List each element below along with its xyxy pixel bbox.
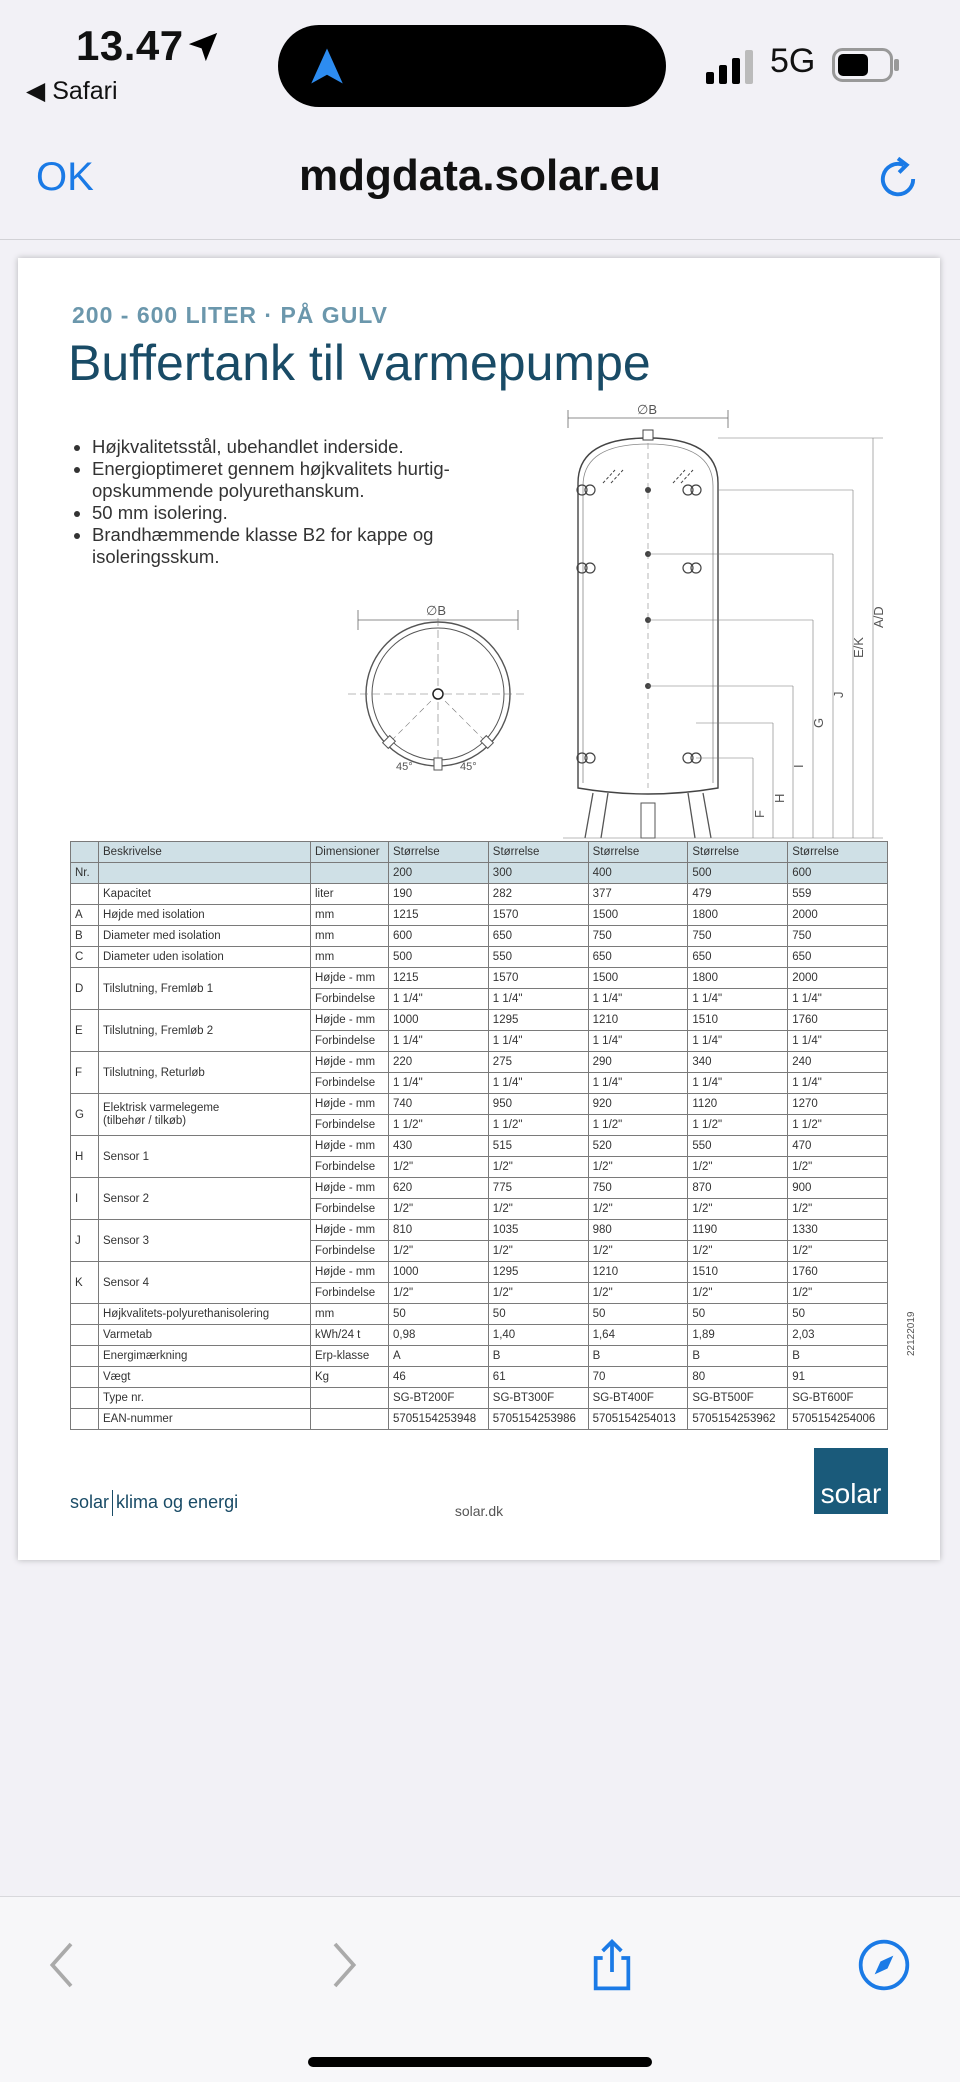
clock: 13.47: [76, 22, 184, 69]
table-cell: 5705154253948: [389, 1409, 489, 1430]
table-cell: Forbindelse: [311, 1115, 389, 1136]
table-cell: 1/2": [488, 1199, 588, 1220]
table-cell: 1 1/4": [488, 1031, 588, 1052]
back-chevron-icon[interactable]: [36, 1937, 92, 1993]
table-cell: 1 1/4": [688, 989, 788, 1010]
table-cell: 1 1/4": [588, 989, 688, 1010]
table-cell: Forbindelse: [311, 1199, 389, 1220]
column-header: Størrelse: [488, 842, 588, 863]
column-header: Beskrivelse: [99, 842, 311, 863]
table-cell: 810: [389, 1220, 489, 1241]
table-cell: 200: [389, 863, 489, 884]
table-row: [71, 1010, 888, 1031]
svg-text:∅B: ∅B: [426, 603, 446, 618]
table-cell: A: [389, 1346, 489, 1367]
table-cell: Energimærkning: [99, 1346, 311, 1367]
table-cell: 220: [389, 1052, 489, 1073]
table-cell: Sensor 3: [99, 1220, 311, 1262]
table-cell: [99, 863, 311, 884]
table-cell: Forbindelse: [311, 1073, 389, 1094]
table-cell: 1760: [788, 1262, 888, 1283]
table-cell: 1 1/4": [488, 1073, 588, 1094]
table-cell: 290: [588, 1052, 688, 1073]
svg-text:J: J: [831, 691, 846, 698]
table-cell: 70: [588, 1367, 688, 1388]
column-header: Størrelse: [688, 842, 788, 863]
table-cell: Forbindelse: [311, 1157, 389, 1178]
table-cell: 1000: [389, 1262, 489, 1283]
svg-text:H: H: [772, 793, 787, 803]
table-cell: 500: [389, 947, 489, 968]
table-cell: D: [71, 968, 99, 1010]
table-cell: Type nr.: [99, 1388, 311, 1409]
table-cell: 50: [688, 1304, 788, 1325]
table-cell: Nr.: [71, 863, 99, 884]
table-cell: 1215: [389, 968, 489, 989]
table-cell: 1190: [688, 1220, 788, 1241]
table-cell: 340: [688, 1052, 788, 1073]
table-cell: Tilslutning, Fremløb 1: [99, 968, 311, 1010]
table-cell: [71, 1367, 99, 1388]
table-cell: mm: [311, 1304, 389, 1325]
table-cell: 1510: [688, 1262, 788, 1283]
table-cell: 300: [488, 863, 588, 884]
table-cell: 1215: [389, 905, 489, 926]
table-cell: Sensor 1: [99, 1136, 311, 1178]
table-cell: C: [71, 947, 99, 968]
tank-top-view-diagram: [348, 598, 528, 773]
network-type: 5G: [770, 42, 816, 80]
table-cell: Vægt: [99, 1367, 311, 1388]
table-cell: 1760: [788, 1010, 888, 1031]
table-cell: 2000: [788, 905, 888, 926]
table-cell: E: [71, 1010, 99, 1052]
dynamic-island: [278, 25, 666, 107]
table-cell: 650: [488, 926, 588, 947]
table-cell: mm: [311, 947, 389, 968]
table-cell: 50: [588, 1304, 688, 1325]
table-cell: 1 1/2": [588, 1115, 688, 1136]
svg-text:45°: 45°: [460, 761, 477, 773]
table-cell: 1570: [488, 905, 588, 926]
table-cell: 1 1/2": [788, 1115, 888, 1136]
table-cell: 470: [788, 1136, 888, 1157]
table-row: [71, 884, 888, 905]
table-cell: 620: [389, 1178, 489, 1199]
table-cell: Højde - mm: [311, 1010, 389, 1031]
solar-logo: solar: [814, 1448, 888, 1514]
table-cell: 1210: [588, 1262, 688, 1283]
compass-icon[interactable]: [856, 1937, 912, 1993]
svg-text:G: G: [811, 717, 826, 728]
table-cell: 46: [389, 1367, 489, 1388]
table-cell: 900: [788, 1178, 888, 1199]
table-cell: 750: [588, 1178, 688, 1199]
table-cell: 1/2": [788, 1199, 888, 1220]
table-cell: Højde - mm: [311, 1094, 389, 1115]
table-cell: B: [488, 1346, 588, 1367]
table-cell: 600: [788, 863, 888, 884]
table-cell: K: [71, 1262, 99, 1304]
table-cell: Varmetab: [99, 1325, 311, 1346]
table-cell: 550: [688, 1136, 788, 1157]
table-cell: 1/2": [389, 1241, 489, 1262]
table-cell: A: [71, 905, 99, 926]
table-cell: 1/2": [688, 1199, 788, 1220]
back-to-app[interactable]: ◀ Safari: [26, 77, 118, 105]
table-cell: B: [688, 1346, 788, 1367]
table-cell: EAN-nummer: [99, 1409, 311, 1430]
table-cell: [311, 1388, 389, 1409]
feature-list: [64, 436, 492, 568]
table-cell: 1/2": [389, 1283, 489, 1304]
table-cell: Højde - mm: [311, 1052, 389, 1073]
svg-text:A/D: A/D: [871, 606, 886, 628]
table-cell: SG-BT300F: [488, 1388, 588, 1409]
table-cell: H: [71, 1136, 99, 1178]
pdf-page: [18, 258, 940, 1560]
table-cell: 1 1/4": [389, 1073, 489, 1094]
table-cell: Højde - mm: [311, 1262, 389, 1283]
footer-website: solar.dk: [454, 1503, 504, 1519]
table-cell: 1,40: [488, 1325, 588, 1346]
table-row: [71, 1367, 888, 1388]
browser-toolbar: [0, 1896, 960, 2082]
table-cell: Højde - mm: [311, 968, 389, 989]
table-cell: 1/2": [488, 1157, 588, 1178]
table-cell: 91: [788, 1367, 888, 1388]
table-cell: mm: [311, 926, 389, 947]
navigation-arrow-icon: [306, 45, 348, 87]
table-cell: 5705154253986: [488, 1409, 588, 1430]
reload-icon[interactable]: [872, 153, 924, 205]
table-cell: 1 1/4": [389, 989, 489, 1010]
table-cell: 1035: [488, 1220, 588, 1241]
document-number: 22122019: [906, 1311, 917, 1356]
table-cell: 377: [588, 884, 688, 905]
table-cell: 775: [488, 1178, 588, 1199]
table-cell: 50: [389, 1304, 489, 1325]
table-cell: 430: [389, 1136, 489, 1157]
table-cell: 1800: [688, 968, 788, 989]
table-row: [71, 1262, 888, 1283]
table-cell: 2,03: [788, 1325, 888, 1346]
feature-item: • Højkvalitetsstål, ubehandlet inderside.: [92, 436, 492, 458]
table-cell: [71, 884, 99, 905]
feature-item: • Brandhæmmende klasse B2 for kappe og isoleringsskum.: [92, 524, 492, 568]
table-cell: liter: [311, 884, 389, 905]
table-cell: Elektrisk varmelegeme (tilbehør / tilkøb): [99, 1094, 311, 1136]
table-cell: 1 1/2": [389, 1115, 489, 1136]
table-cell: J: [71, 1220, 99, 1262]
table-cell: Højde - mm: [311, 1178, 389, 1199]
table-cell: Forbindelse: [311, 1283, 389, 1304]
table-cell: B: [71, 926, 99, 947]
table-cell: 1500: [588, 905, 688, 926]
table-cell: 750: [588, 926, 688, 947]
table-cell: 1/2": [688, 1241, 788, 1262]
table-cell: 650: [588, 947, 688, 968]
table-cell: 1/2": [588, 1157, 688, 1178]
table-cell: Sensor 2: [99, 1178, 311, 1220]
column-header: Dimensioner: [311, 842, 389, 863]
column-header: Størrelse: [588, 842, 688, 863]
table-cell: B: [788, 1346, 888, 1367]
table-row: [71, 1388, 888, 1409]
table-cell: I: [71, 1178, 99, 1220]
table-cell: 50: [788, 1304, 888, 1325]
page-url: mdgdata.solar.eu: [299, 151, 661, 200]
table-cell: 650: [688, 947, 788, 968]
table-cell: 240: [788, 1052, 888, 1073]
table-header: [71, 842, 888, 863]
tank-side-view-diagram: [563, 398, 886, 838]
table-cell: Forbindelse: [311, 1031, 389, 1052]
table-cell: 1500: [588, 968, 688, 989]
table-cell: [71, 1325, 99, 1346]
table-cell: 1/2": [788, 1157, 888, 1178]
table-cell: 1,64: [588, 1325, 688, 1346]
table-cell: 80: [688, 1367, 788, 1388]
feature-item: • Energioptimeret gennem højkvalitets hurtig-opskummende polyurethanskum.: [92, 458, 492, 502]
battery-icon: [832, 48, 900, 82]
table-cell: 1 1/4": [588, 1031, 688, 1052]
table-cell: 1 1/4": [788, 1031, 888, 1052]
table-row: [71, 926, 888, 947]
table-cell: 1/2": [588, 1241, 688, 1262]
table-cell: 2000: [788, 968, 888, 989]
table-cell: 520: [588, 1136, 688, 1157]
table-cell: SG-BT500F: [688, 1388, 788, 1409]
table-cell: 980: [588, 1220, 688, 1241]
column-header: Størrelse: [788, 842, 888, 863]
table-cell: 500: [688, 863, 788, 884]
table-cell: 1 1/4": [588, 1073, 688, 1094]
table-cell: 1330: [788, 1220, 888, 1241]
footer-brand: solar klima og energi: [70, 1490, 238, 1516]
table-row: [71, 1178, 888, 1199]
column-header: [71, 842, 99, 863]
table-cell: 1800: [688, 905, 788, 926]
table-cell: 650: [788, 947, 888, 968]
table-cell: 5705154253962: [688, 1409, 788, 1430]
table-cell: [71, 1409, 99, 1430]
table-cell: 1295: [488, 1262, 588, 1283]
doc-title: Buffertank til varmepumpe: [68, 335, 651, 391]
table-row: [71, 905, 888, 926]
table-cell: 1/2": [788, 1283, 888, 1304]
status-bar: [0, 0, 960, 135]
table-cell: 1 1/2": [488, 1115, 588, 1136]
table-cell: 1 1/4": [688, 1031, 788, 1052]
table-cell: Forbindelse: [311, 989, 389, 1010]
table-cell: 1/2": [389, 1157, 489, 1178]
table-cell: 479: [688, 884, 788, 905]
table-cell: Diameter uden isolation: [99, 947, 311, 968]
table-cell: 1,89: [688, 1325, 788, 1346]
table-cell: Højkvalitets-polyurethanisolering: [99, 1304, 311, 1325]
table-cell: 5705154254006: [788, 1409, 888, 1430]
table-body: [71, 863, 888, 1430]
table-cell: Kg: [311, 1367, 389, 1388]
table-cell: Kapacitet: [99, 884, 311, 905]
table-cell: B: [588, 1346, 688, 1367]
table-cell: 559: [788, 884, 888, 905]
table-cell: 920: [588, 1094, 688, 1115]
table-cell: 1270: [788, 1094, 888, 1115]
table-row: [71, 1094, 888, 1115]
table-cell: [71, 1388, 99, 1409]
table-cell: Tilslutning, Fremløb 2: [99, 1010, 311, 1052]
location-arrow-icon: [186, 30, 220, 64]
table-cell: Højde - mm: [311, 1136, 389, 1157]
home-indicator: [308, 2057, 652, 2067]
table-cell: 282: [488, 884, 588, 905]
svg-text:E/K: E/K: [851, 637, 866, 658]
table-cell: 1/2": [488, 1241, 588, 1262]
table-cell: 50: [488, 1304, 588, 1325]
table-cell: 515: [488, 1136, 588, 1157]
table-cell: 750: [788, 926, 888, 947]
table-cell: [311, 1409, 389, 1430]
table-cell: 1/2": [389, 1199, 489, 1220]
feature-item: • 50 mm isolering.: [92, 502, 492, 524]
cellular-signal-icon: [706, 50, 756, 84]
doc-subtitle: 200 - 600 LITER · PÅ GULV: [72, 302, 388, 328]
table-cell: 1/2": [688, 1283, 788, 1304]
table-row: [71, 1325, 888, 1346]
table-cell: Højde - mm: [311, 1220, 389, 1241]
table-cell: 1/2": [788, 1241, 888, 1262]
table-cell: Højde med isolation: [99, 905, 311, 926]
table-cell: 600: [389, 926, 489, 947]
document-viewer[interactable]: [0, 240, 960, 1896]
table-row: [71, 1346, 888, 1367]
browser-nav-bar: [0, 135, 960, 240]
table-cell: 61: [488, 1367, 588, 1388]
done-button[interactable]: OK: [36, 155, 94, 199]
table-cell: 0,98: [389, 1325, 489, 1346]
table-cell: kWh/24 t: [311, 1325, 389, 1346]
table-cell: 1 1/4": [488, 989, 588, 1010]
table-cell: 5705154254013: [588, 1409, 688, 1430]
svg-text:I: I: [791, 764, 806, 768]
table-cell: 1510: [688, 1010, 788, 1031]
table-cell: 1000: [389, 1010, 489, 1031]
table-cell: 550: [488, 947, 588, 968]
table-cell: 750: [688, 926, 788, 947]
table-cell: F: [71, 1052, 99, 1094]
table-cell: 1 1/2": [688, 1115, 788, 1136]
table-cell: Forbindelse: [311, 1241, 389, 1262]
back-triangle-icon: ◀: [26, 77, 46, 105]
table-cell: 1 1/4": [389, 1031, 489, 1052]
table-row: [71, 1220, 888, 1241]
table-cell: 1/2": [488, 1283, 588, 1304]
table-row: [71, 968, 888, 989]
table-cell: Diameter med isolation: [99, 926, 311, 947]
table-cell: Erp-klasse: [311, 1346, 389, 1367]
table-row-sizes: [71, 863, 888, 884]
table-cell: 1 1/4": [788, 1073, 888, 1094]
table-cell: 950: [488, 1094, 588, 1115]
table-cell: 400: [588, 863, 688, 884]
table-cell: Sensor 4: [99, 1262, 311, 1304]
table-row: [71, 1136, 888, 1157]
table-row: [71, 1052, 888, 1073]
table-cell: SG-BT200F: [389, 1388, 489, 1409]
specifications-table: [70, 841, 888, 1430]
table-cell: 1120: [688, 1094, 788, 1115]
table-cell: 1 1/4": [688, 1073, 788, 1094]
table-cell: SG-BT600F: [788, 1388, 888, 1409]
table-cell: [71, 1346, 99, 1367]
table-cell: SG-BT400F: [588, 1388, 688, 1409]
table-cell: 870: [688, 1178, 788, 1199]
table-cell: 1570: [488, 968, 588, 989]
share-icon[interactable]: [584, 1937, 640, 1993]
table-cell: Tilslutning, Returløb: [99, 1052, 311, 1094]
table-cell: 1/2": [688, 1157, 788, 1178]
table-cell: G: [71, 1094, 99, 1136]
table-row: [71, 1304, 888, 1325]
forward-chevron-icon[interactable]: [314, 1937, 370, 1993]
svg-text:∅B: ∅B: [637, 402, 657, 417]
table-cell: 275: [488, 1052, 588, 1073]
svg-text:F: F: [752, 810, 767, 818]
table-cell: 740: [389, 1094, 489, 1115]
table-cell: 1295: [488, 1010, 588, 1031]
table-cell: 1/2": [588, 1283, 688, 1304]
table-cell: [311, 863, 389, 884]
table-cell: 1210: [588, 1010, 688, 1031]
table-cell: 190: [389, 884, 489, 905]
table-cell: 1/2": [588, 1199, 688, 1220]
table-cell: mm: [311, 905, 389, 926]
table-cell: [71, 1304, 99, 1325]
table-row: [71, 947, 888, 968]
column-header: Størrelse: [389, 842, 489, 863]
table-row: [71, 1409, 888, 1430]
svg-text:45°: 45°: [396, 761, 413, 773]
table-cell: 1 1/4": [788, 989, 888, 1010]
